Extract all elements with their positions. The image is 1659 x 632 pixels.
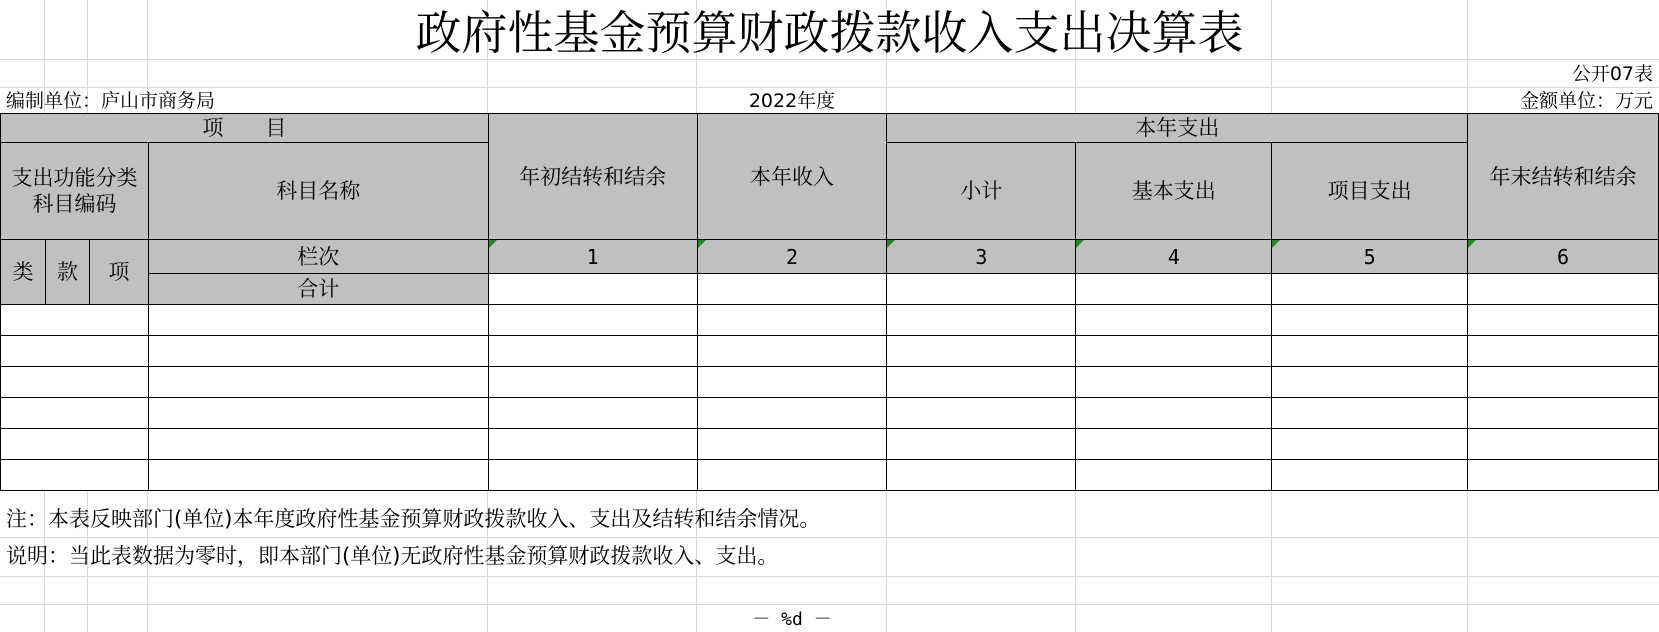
data-cell[interactable]	[1272, 305, 1468, 336]
data-cell[interactable]	[697, 336, 887, 367]
data-cell[interactable]	[887, 305, 1076, 336]
table-number: 公开07表	[1571, 63, 1653, 85]
data-cell[interactable]	[488, 367, 697, 398]
data-cell[interactable]	[148, 305, 488, 336]
data-cell[interactable]	[887, 336, 1076, 367]
data-cell[interactable]	[887, 274, 1076, 305]
data-cell[interactable]	[1272, 367, 1468, 398]
column-number	[1272, 240, 1468, 274]
data-cell[interactable]	[1468, 305, 1659, 336]
note-line-2: 说明：当此表数据为零时，即本部门(单位)无政府性基金预算财政拨款收入、支出。	[6, 544, 779, 568]
data-cell[interactable]	[1272, 336, 1468, 367]
column-number	[887, 240, 1076, 274]
column-number	[1076, 240, 1272, 274]
column-number	[488, 240, 697, 274]
data-cell[interactable]	[148, 367, 488, 398]
data-cell[interactable]	[1468, 274, 1659, 305]
data-cell[interactable]	[887, 398, 1076, 429]
table-row	[1, 398, 1659, 429]
header-basic: 基本支出	[1076, 143, 1272, 240]
data-cell[interactable]	[488, 429, 697, 460]
data-cell[interactable]	[697, 460, 887, 491]
data-cell[interactable]	[488, 274, 697, 305]
header-end-balance: 年末结转和结余	[1468, 114, 1659, 240]
data-cell[interactable]	[488, 305, 697, 336]
data-cell[interactable]	[488, 336, 697, 367]
data-cell[interactable]	[1272, 274, 1468, 305]
data-cell[interactable]	[887, 460, 1076, 491]
cell-marker	[1468, 240, 1476, 248]
column-number-label: 4	[1167, 244, 1180, 269]
data-cell[interactable]	[488, 398, 697, 429]
data-cell[interactable]	[1, 398, 149, 429]
grid-line	[0, 537, 1659, 538]
data-cell[interactable]	[1076, 398, 1272, 429]
grid-line	[0, 576, 1659, 577]
header-kuan: 款	[45, 240, 89, 305]
amount-unit: 金额单位：万元	[1519, 90, 1653, 112]
data-cell[interactable]	[1076, 460, 1272, 491]
header-column-no: 栏次	[148, 240, 488, 274]
header-xiang: 项	[89, 240, 148, 305]
cell-marker	[1272, 240, 1280, 248]
column-number-label: 5	[1363, 244, 1376, 269]
header-total: 合计	[148, 274, 488, 305]
data-cell[interactable]	[488, 460, 697, 491]
budget-table	[0, 113, 1659, 491]
data-cell[interactable]	[1272, 460, 1468, 491]
header-expenditure: 本年支出	[887, 114, 1468, 143]
data-cell[interactable]	[148, 429, 488, 460]
header-item: 项 目	[1, 114, 489, 143]
data-cell[interactable]	[1, 305, 149, 336]
data-cell[interactable]	[697, 398, 887, 429]
data-cell[interactable]	[1076, 367, 1272, 398]
data-cell[interactable]	[697, 429, 887, 460]
data-cell[interactable]	[1272, 429, 1468, 460]
data-cell[interactable]	[1076, 305, 1272, 336]
column-number	[697, 240, 887, 274]
page-title: 政府性基金预算财政拨款收入支出决算表	[415, 6, 1244, 60]
cell-marker	[698, 240, 706, 248]
data-cell[interactable]	[148, 398, 488, 429]
cell-marker	[489, 240, 497, 248]
note-line-1: 注：本表反映部门(单位)本年度政府性基金预算财政拨款收入、支出及结转和结余情况。	[6, 507, 821, 531]
data-cell[interactable]	[1076, 274, 1272, 305]
data-cell[interactable]	[887, 367, 1076, 398]
column-number-label: 2	[785, 244, 798, 269]
header-subtotal: 小计	[887, 143, 1076, 240]
data-cell[interactable]	[887, 429, 1076, 460]
header-begin-balance: 年初结转和结余	[488, 114, 697, 240]
data-cell[interactable]	[1468, 460, 1659, 491]
column-number-label: 3	[975, 244, 988, 269]
cell-marker	[1076, 240, 1084, 248]
data-cell[interactable]	[148, 460, 488, 491]
data-cell[interactable]	[1076, 336, 1272, 367]
data-cell[interactable]	[1272, 398, 1468, 429]
data-cell[interactable]	[1, 460, 149, 491]
data-cell[interactable]	[697, 274, 887, 305]
data-cell[interactable]	[1, 367, 149, 398]
column-number-label: 1	[586, 244, 599, 269]
column-number	[1468, 240, 1659, 274]
table-row	[1, 460, 1659, 491]
year-label: 2022年度	[748, 90, 836, 112]
header-income: 本年收入	[697, 114, 887, 240]
header-project: 项目支出	[1272, 143, 1468, 240]
data-cell[interactable]	[1468, 398, 1659, 429]
data-cell[interactable]	[148, 336, 488, 367]
table-row	[1, 305, 1659, 336]
unit-label: 编制单位：庐山市商务局	[6, 90, 216, 112]
page-number-footer: － %d －	[752, 609, 832, 630]
header-lei: 类	[1, 240, 46, 305]
data-cell[interactable]	[697, 367, 887, 398]
data-cell[interactable]	[1468, 336, 1659, 367]
table-row	[1, 367, 1659, 398]
column-number-label: 6	[1557, 244, 1570, 269]
table-row	[1, 336, 1659, 367]
header-subject-name: 科目名称	[148, 143, 488, 240]
data-cell[interactable]	[1468, 429, 1659, 460]
data-cell[interactable]	[1, 336, 149, 367]
data-cell[interactable]	[1, 429, 149, 460]
data-cell[interactable]	[1076, 429, 1272, 460]
data-cell[interactable]	[697, 305, 887, 336]
table-row	[1, 429, 1659, 460]
cell-marker	[887, 240, 895, 248]
header-func-code: 支出功能分类科目编码	[1, 143, 149, 240]
data-cell[interactable]	[1468, 367, 1659, 398]
